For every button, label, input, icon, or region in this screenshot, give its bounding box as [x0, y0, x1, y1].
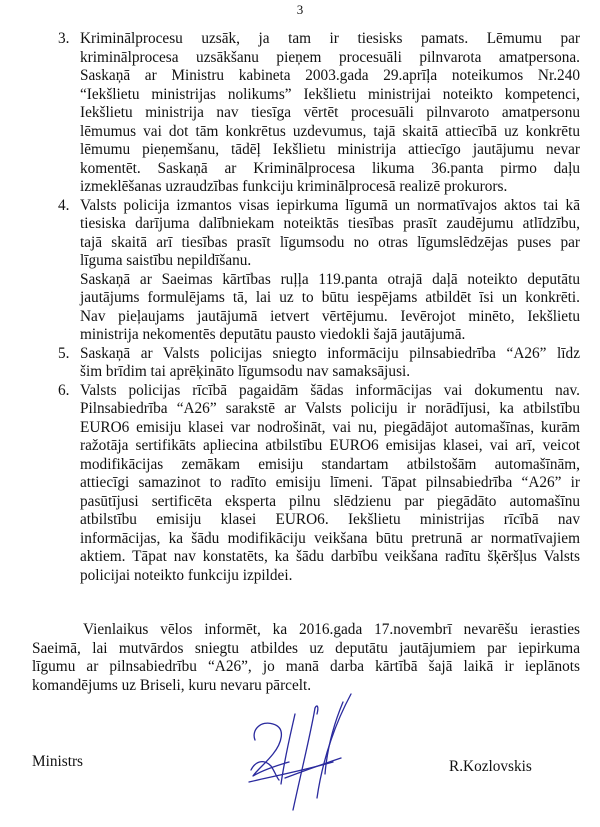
item-number: 3.: [58, 30, 70, 47]
signature-stroke: [315, 706, 318, 714]
text-line: kriminālprocesa uzsākšanu pieņem procesuāli pilnvarota amatpersona.: [80, 48, 580, 66]
text-line: līguma saistību nepildīšanu.: [80, 252, 252, 269]
text-line: Vienlaikus vēlos informēt, ka 2016.gada 17.novembrī nevarēšu ierasties: [83, 621, 580, 638]
signature-stroke: [293, 708, 315, 810]
text-line: jautājums formulējams tā, lai uz to būtu iespējams atbildēt īsi un konkrēti.: [80, 289, 580, 306]
text-line: “Iekšlietu ministrijas nolikums” Iekšlietu ministrijai noteikto kompetenci,: [80, 85, 580, 103]
text-line: tiesiska darījuma dalībniekam noteiktās tiesības prasīt zaudējumu atlīdzību,: [80, 215, 580, 232]
text-line: Saskaņā ar Ministru kabineta 2003.gada 29.aprīļa noteikumos Nr.240: [80, 67, 580, 84]
text-line: šim brīdim tai aprēķināto līgumsodu nav samaksājusi.: [80, 363, 411, 380]
signatory-name: R.Kozlovskis: [449, 758, 532, 775]
text-line: Valsts policija izmantos visas iepirkuma līgumā un normatīvajos aktos tai kā: [80, 196, 580, 214]
text-line: līgumu ar pilnsabiedrību “A26”, jo manā darba kārtībā šajā laikā ir ieplānots: [32, 658, 580, 675]
text-line: pasūtījusi sertificēta eksperta pilnu slēdzienu par piegādāto automašīnu: [80, 492, 580, 510]
text-line: lēmumus vai dot tām konkrētus uzdevumus, tajā skaitā attiecībā uz konkrētu: [80, 122, 580, 140]
list-item-5: [58, 345, 580, 382]
text-line: informācijas, ka šādu modifikāciju veikšana būtu pretrunā ar normatīvajiem: [80, 529, 580, 547]
numbered-list: [58, 30, 580, 585]
item-body: [80, 197, 580, 345]
item-body: [80, 30, 580, 197]
text-line: atbilstību emisiju klasei EURO6. Iekšlietu ministrijas rīcībā nav: [80, 511, 580, 528]
page-number: 3: [296, 2, 304, 17]
item-number: 5.: [58, 344, 70, 362]
item-body: [80, 382, 580, 586]
text-line: Kriminālprocesu uzsāk, ja tam ir tiesisks pamats. Lēmumu par: [80, 30, 580, 47]
item-number: 6.: [58, 381, 70, 399]
text-line: komandējums uz Briseli, kuru nevaru pārcelt.: [32, 676, 312, 694]
text-line: modifikācijas zemākam emisiju standartam atbilstošām automašīnām,: [80, 455, 580, 473]
text-line: ražotāja sertifikāts apliecina atbilstību EURO6 emisijas klasei, vai arī, veicot: [80, 437, 580, 454]
text-line: aktiem. Tāpat nav konstatēts, ka šādu darbību veikšana radītu šķēršļus Valsts: [80, 548, 580, 565]
item-body: [80, 345, 580, 382]
signatory-title: Ministrs: [32, 753, 83, 770]
text-line: tajā skaitā arī tiesības prasīt līgumsodu no otras līgumslēdzējas puses par: [80, 233, 580, 251]
text-line: ministrija nekomentēs deputātu pausto viedokli šajā jautājumā.: [80, 326, 466, 343]
text-line: izmeklēšanas uzraudzības funkciju kriminālprocesā realizē prokurors.: [80, 178, 508, 195]
text-line: attiecīgi samazinot to radīto emisiju līmeni. Tāpat pilnsabiedrība “A26” ir: [80, 474, 580, 491]
signature-strokes: [249, 694, 351, 810]
text-line: policijai noteikto funkciju izpildei.: [80, 566, 293, 584]
text-line: Nav pieļaujams jautājumā ietvert vērtējumu. Ievērojot minēto, Iekšlietu: [80, 307, 580, 325]
closing-paragraph: [32, 621, 580, 695]
list-item-6: [58, 382, 580, 586]
list-item-4: [58, 197, 580, 345]
signature-stroke: [285, 758, 341, 778]
list-item-3: [58, 30, 580, 197]
item-number: 4.: [58, 196, 70, 214]
text-line: Saskaņā ar Valsts policijas sniegto informāciju pilnsabiedrība “A26” līdz: [80, 344, 580, 362]
text-line: Saeimā, lai mutvārdos sniegtu atbildes uz deputātu jautājumiem par iepirkuma: [32, 639, 580, 657]
text-line: Pilnsabiedrība “A26” sarakstē ar Valsts policiju ir norādījusi, ka atbilstību: [80, 400, 580, 417]
text-line: EURO6 emisiju klasei var nodrošināt, vai nu, piegādājot automašīnas, kurām: [80, 418, 580, 436]
handwritten-signature: [245, 692, 365, 824]
text-line: lēmumu pieņemšanu, tādēļ Iekšlietu ministrija attiecīgo jautājumu nevar: [80, 141, 580, 158]
text-line: Iekšlietu ministrija nav tiesīga vērtēt procesuāli pilnvaroto amatpersonu: [80, 104, 580, 121]
text-line: komentēt. Saskaņā ar Kriminālprocesa likuma 36.panta pirmo daļu: [80, 159, 580, 177]
signature-stroke: [317, 694, 351, 798]
text-line: Saskaņā ar Saeimas kārtības ruļļa 119.panta otrajā daļā noteikto deputātu: [80, 270, 580, 288]
text-line: Valsts policijas rīcībā pagaidām šādas informācijas vai dokumentu nav.: [80, 381, 580, 399]
